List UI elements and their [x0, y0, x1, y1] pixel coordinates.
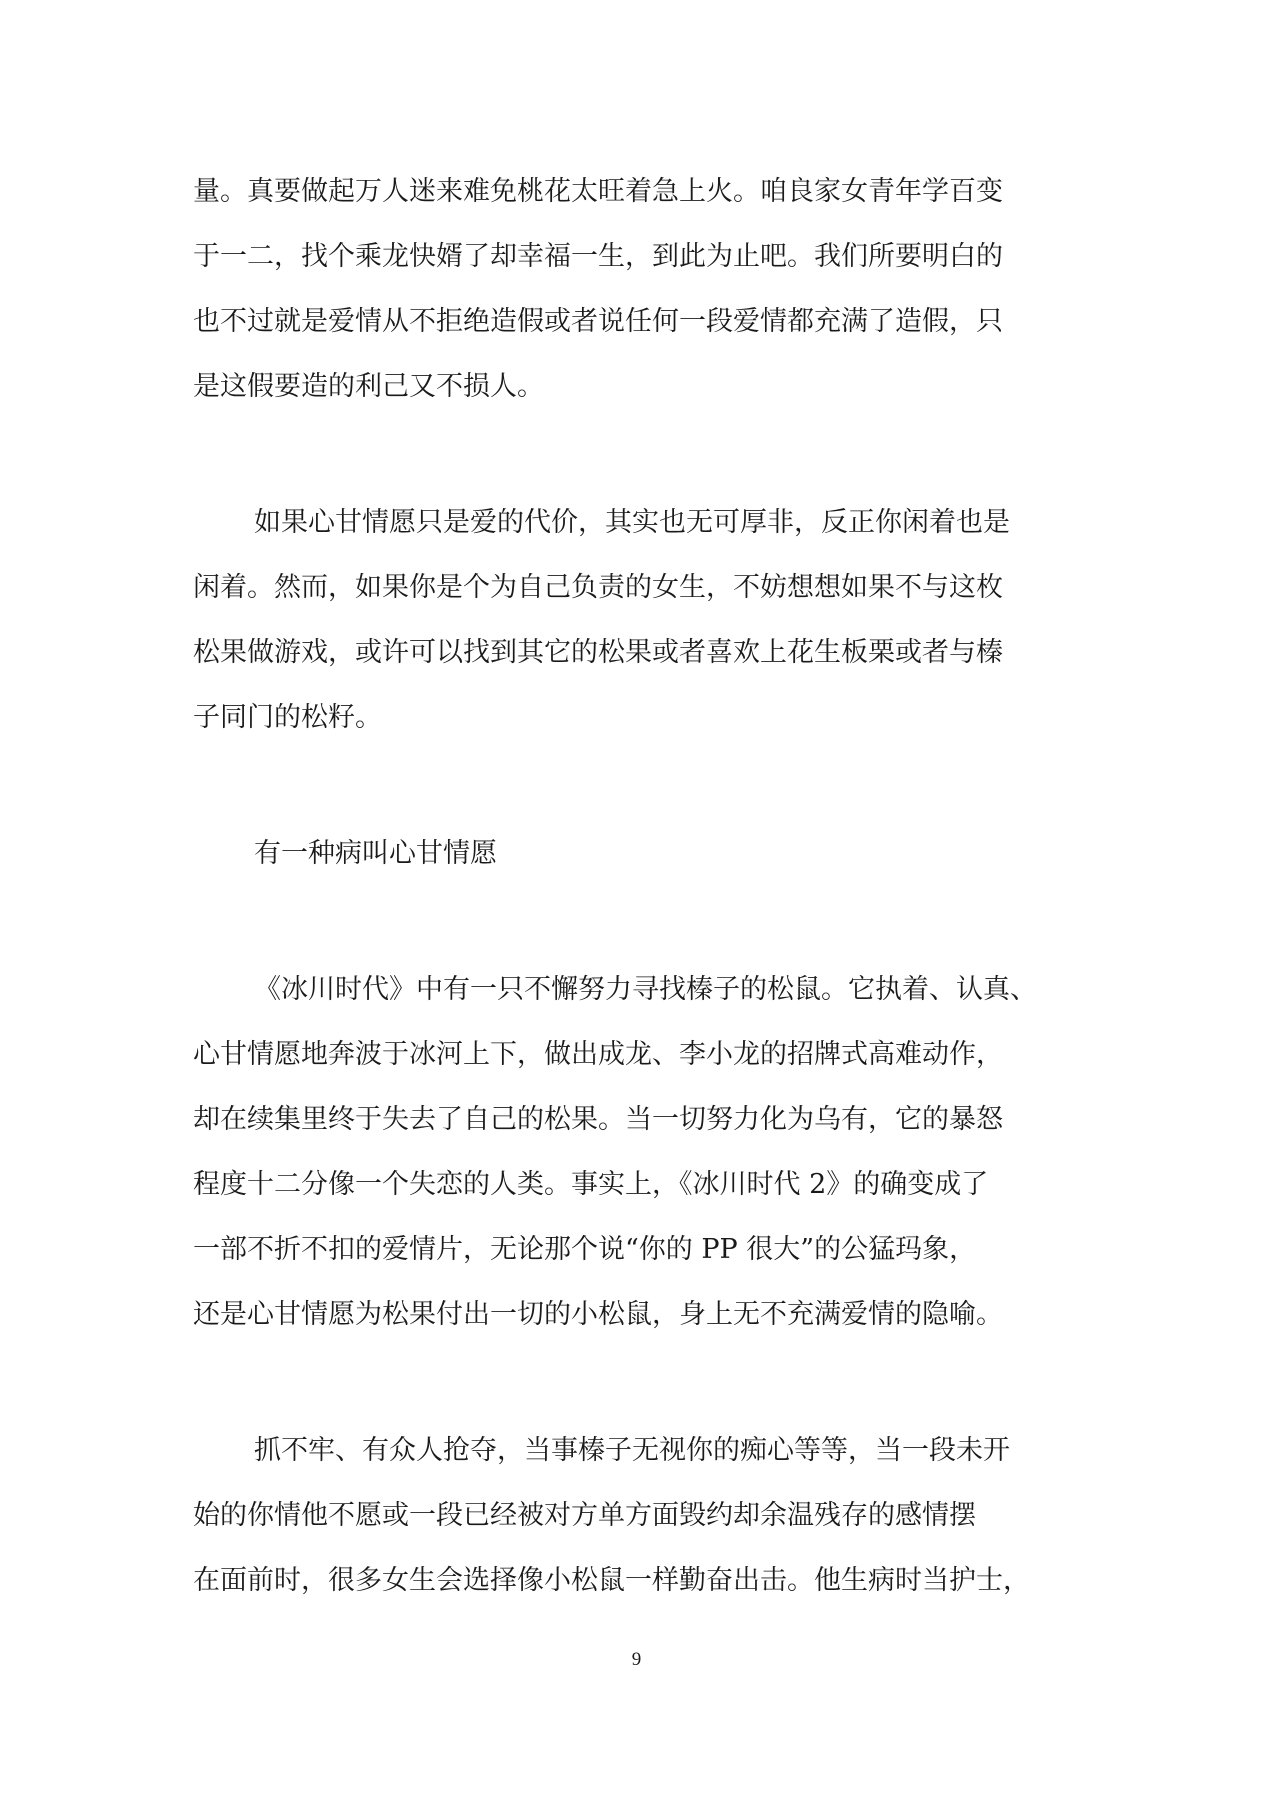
paragraph-3-line-4: 程度十二分像一个失恋的人类。事实上，《冰川时代 2》的确变成了	[193, 1169, 989, 1200]
paragraph-3-line-3: 却在续集里终于失去了自己的松果。当一切努力化为乌有，它的暴怒	[193, 1104, 1003, 1135]
paragraph-2-line-3: 松果做游戏，或许可以找到其它的松果或者喜欢上花生板栗或者与榛	[193, 637, 1003, 668]
paragraph-2-line-2: 闲着。然而，如果你是个为自己负责的女生，不妨想想如果不与这枚	[193, 572, 1003, 603]
paragraph-4-line-3: 在面前时，很多女生会选择像小松鼠一样勤奋出击。他生病时当护士，	[193, 1565, 1030, 1596]
paragraph-1-line-3: 也不过就是爱情从不拒绝造假或者说任何一段爱情都充满了造假，只	[193, 306, 1003, 337]
paragraph-3-line-2: 心甘情愿地奔波于冰河上下，做出成龙、李小龙的招牌式高难动作，	[193, 1039, 1003, 1070]
paragraph-1-line-4: 是这假要造的利己又不损人。	[193, 371, 544, 402]
paragraph-1-line-2: 于一二，找个乘龙快婿了却幸福一生，到此为止吧。我们所要明白的	[193, 241, 1003, 272]
page-number: 9	[631, 1649, 642, 1670]
section-heading: 有一种病叫心甘情愿	[254, 838, 497, 869]
paragraph-3-line-1: 《冰川时代》中有一只不懈努力寻找榛子的松鼠。它执着、认真、	[254, 974, 1037, 1005]
paragraph-1-line-1: 量。真要做起万人迷来难免桃花太旺着急上火。咱良家女青年学百变	[193, 176, 1003, 207]
paragraph-2-line-4: 子同门的松籽。	[193, 702, 382, 733]
paragraph-4-line-1: 抓不牢、有众人抢夺，当事榛子无视你的痴心等等，当一段未开	[254, 1435, 1010, 1466]
paragraph-4-line-2: 始的你情他不愿或一段已经被对方单方面毁约却余温残存的感情摆	[193, 1500, 976, 1531]
paragraph-2-line-1: 如果心甘情愿只是爱的代价，其实也无可厚非，反正你闲着也是	[254, 507, 1010, 538]
paragraph-3-line-6: 还是心甘情愿为松果付出一切的小松鼠，身上无不充满爱情的隐喻。	[193, 1299, 1003, 1330]
paragraph-3-line-5: 一部不折不扣的爱情片，无论那个说“你的 PP 很大”的公猛玛象，	[193, 1234, 977, 1265]
